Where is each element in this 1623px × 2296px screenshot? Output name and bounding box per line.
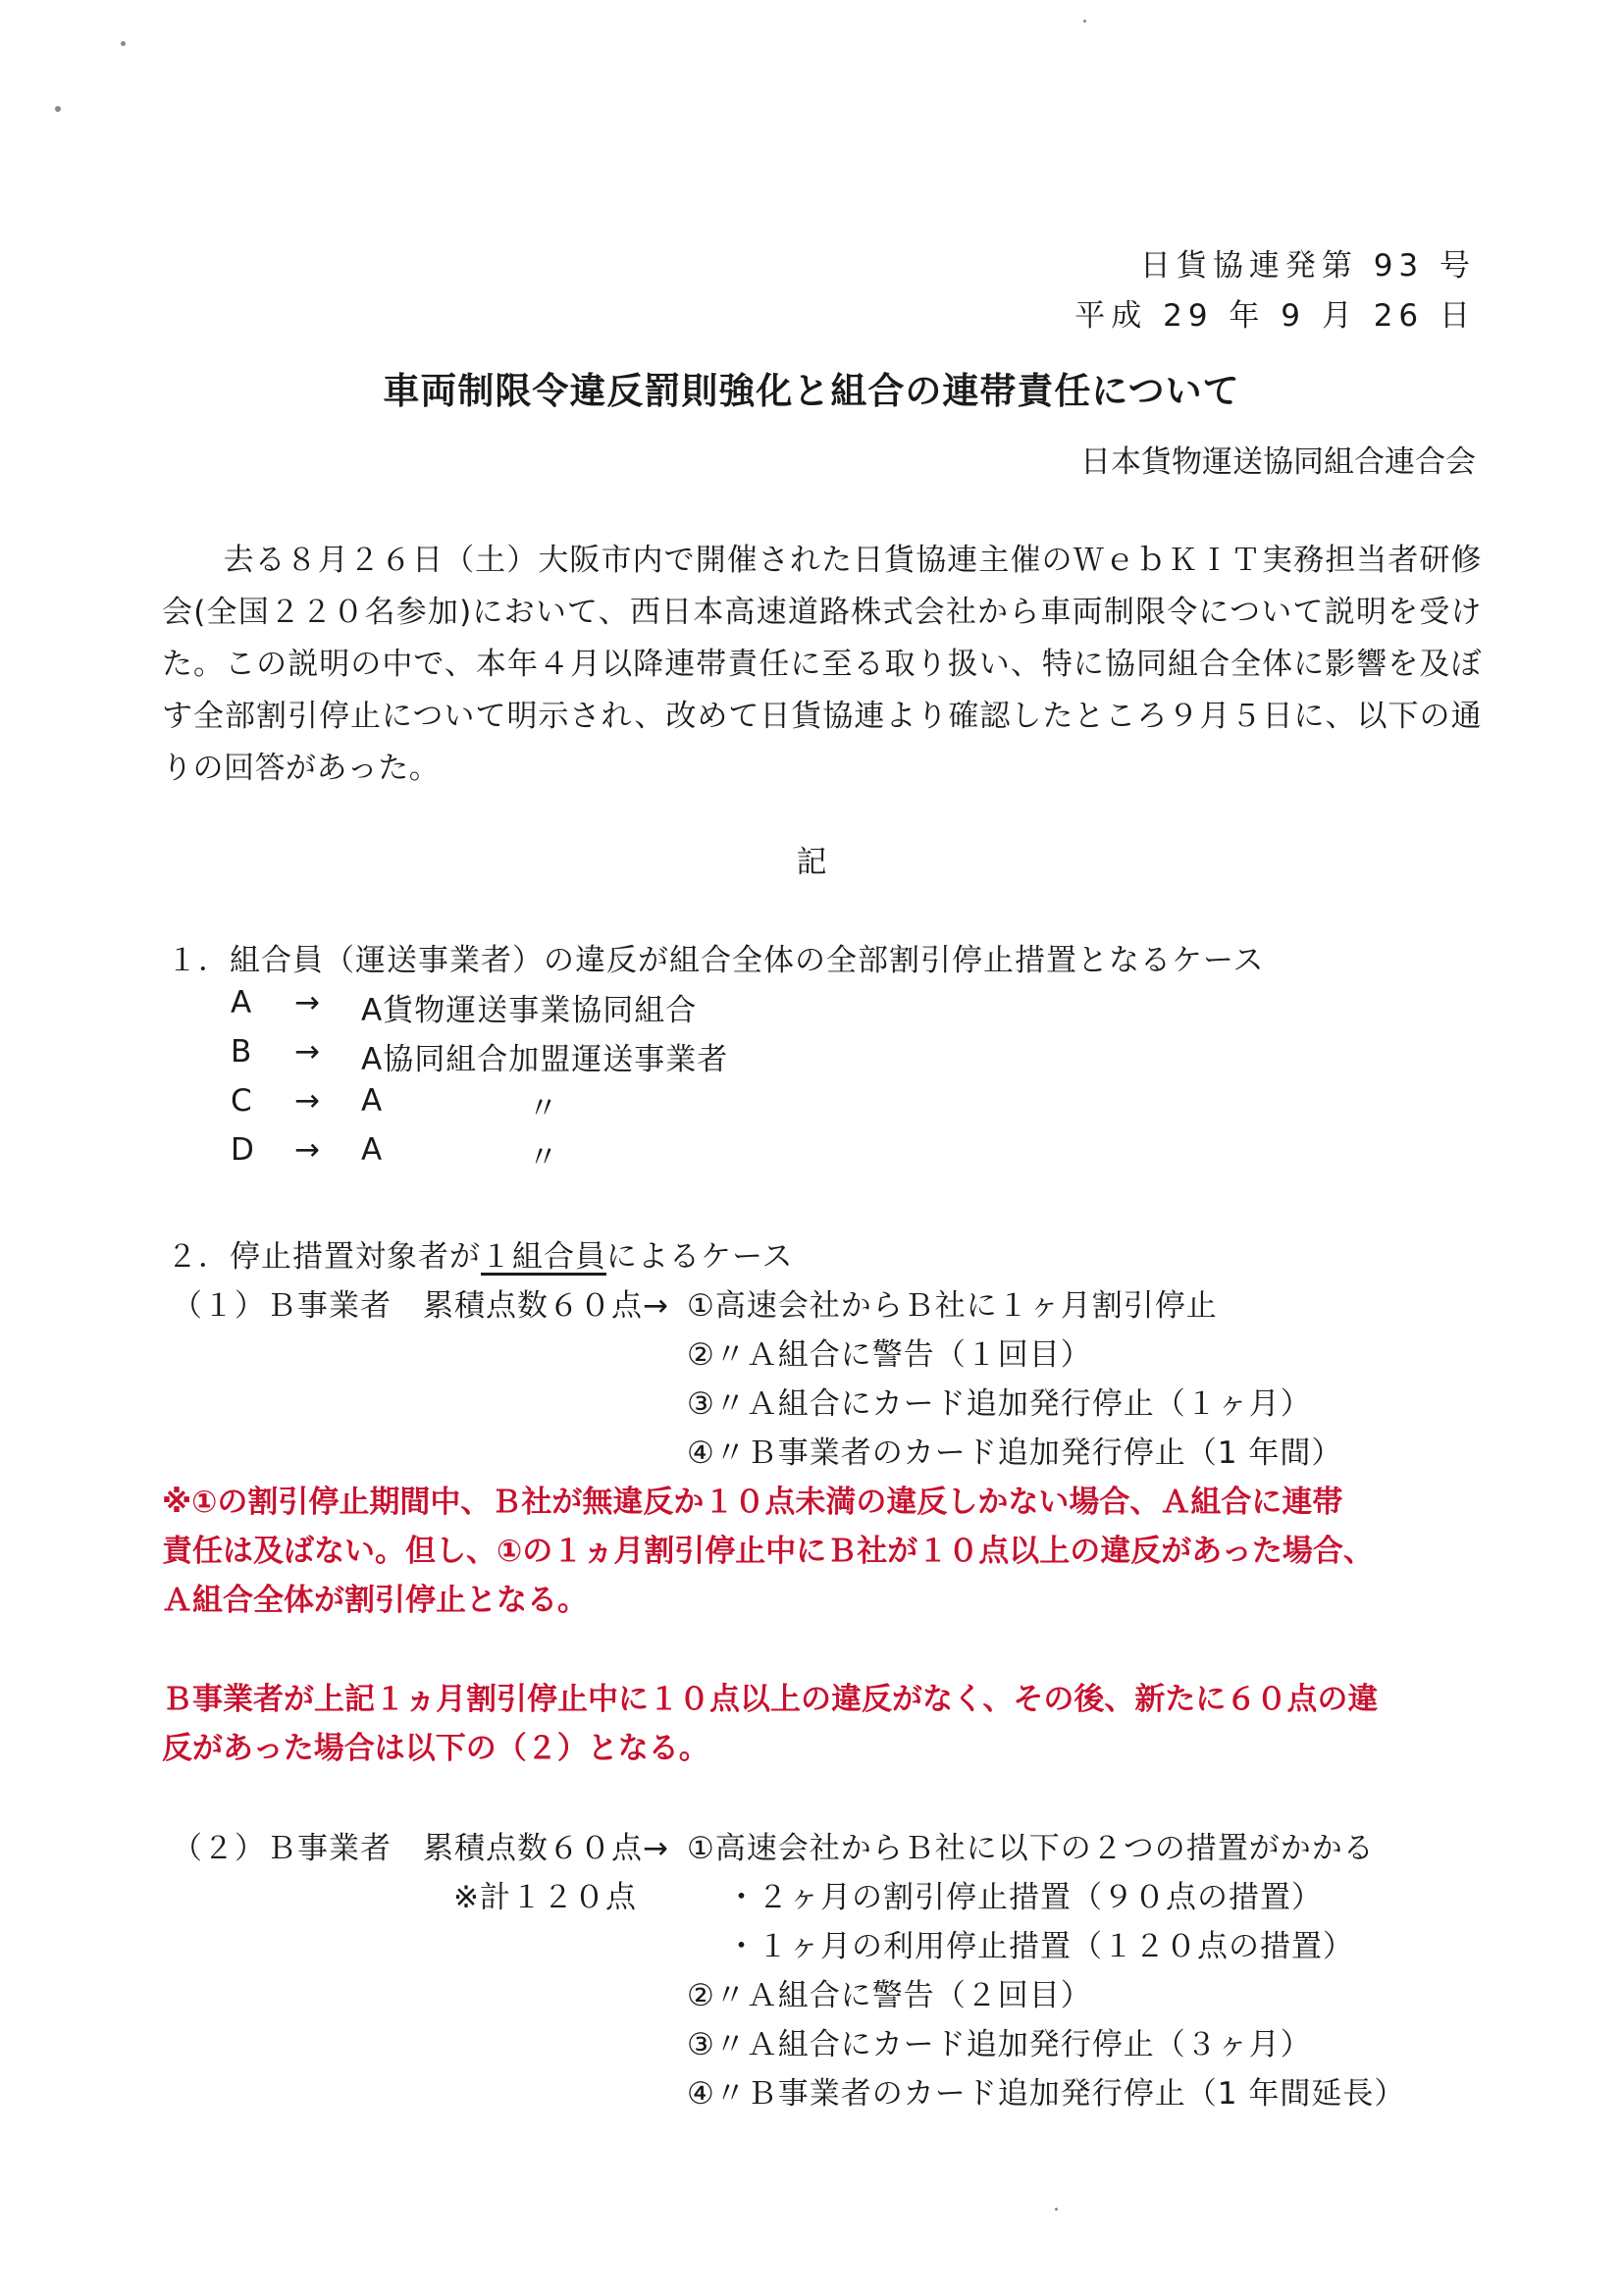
case2-sub-measure: ・１ヶ月の利用停止措置（１２０点の措置） [726, 1929, 1354, 1964]
case2-total: ※計１２０点 [453, 1880, 637, 1915]
heading-prefix: ２．停止措置対象者が [167, 1239, 481, 1275]
document-title: 車両制限令違反罰則強化と組合の連帯責任について [383, 370, 1240, 412]
ditto-mark: 〃 [528, 1140, 559, 1175]
row-target: A貨物運送事業協同組合 [361, 993, 698, 1028]
case1-measure: ④〃Ｂ事業者のカード追加発行停止（1 年間） [687, 1435, 1343, 1471]
scan-speck [121, 41, 126, 46]
case2-label: （２）Ｂ事業者 累積点数６０点→ [172, 1831, 669, 1866]
case1-label: （１）Ｂ事業者 累積点数６０点→ [172, 1288, 669, 1324]
row-target: A [361, 1083, 384, 1119]
issuing-organization: 日本貨物運送協同組合連合会 [1080, 444, 1476, 480]
section1-heading: １．組合員（運送事業者）の違反が組合全体の全部割引停止措置となるケース [167, 943, 1265, 978]
case2-measure: ②〃Ａ組合に警告（２回目） [687, 1978, 1092, 2013]
heading-underlined: １組合員 [481, 1239, 606, 1275]
case1-measure: ②〃Ａ組合に警告（１回目） [687, 1337, 1092, 1373]
note1-line: 責任は及ばない。但し、①の１ヵ月割引停止中にＢ社が１０点以上の違反があった場合、 [162, 1534, 1374, 1569]
note1-line: ※①の割引停止期間中、Ｂ社が無違反か１０点未満の違反しかない場合、Ａ組合に連帯 [162, 1485, 1343, 1520]
note1-line: Ａ組合全体が割引停止となる。 [162, 1583, 588, 1618]
scan-speck [55, 106, 61, 112]
scan-speck [1083, 20, 1086, 23]
row-arrow: → [294, 1083, 321, 1119]
note2-line: 反があった場合は以下の（２）となる。 [162, 1731, 709, 1766]
note2-line: Ｂ事業者が上記１ヵ月割引停止中に１０点以上の違反がなく、その後、新たに６０点の違 [162, 1682, 1379, 1717]
row-arrow: → [294, 1034, 321, 1070]
case1-measure: ③〃Ａ組合にカード追加発行停止（１ヶ月） [687, 1386, 1312, 1422]
ki-marker: 記 [796, 845, 827, 880]
row-arrow: → [294, 985, 321, 1020]
intro-paragraph [162, 535, 1482, 795]
row-target: A [361, 1132, 384, 1168]
section2-heading [167, 1231, 793, 1276]
row-arrow: → [294, 1132, 321, 1168]
ditto-mark: 〃 [528, 1091, 559, 1126]
document-date: 平成 29 年 9 月 26 日 [1074, 298, 1476, 334]
case1-measure: ①高速会社からＢ社に１ヶ月割引停止 [687, 1288, 1218, 1324]
row-letter: C [231, 1083, 253, 1119]
row-letter: D [231, 1132, 255, 1168]
intro-text: 去る８月２６日（土）大阪市内で開催された日貨協連主催のＷｅｂＫＩＴ実務担当者研修会(全国２２０名参加)において、西日本高速道路株式会社から車両制限令について説明を受けた。この説明の中で、本年４月以降連帯責任に至る取り扱い、特に協同組合全体に影響を及ぼす全部割引停止について明示され、改めて日貨協連より確認したところ９月５日に、以下の通りの回答があった。 [162, 543, 1482, 786]
document-number: 日貨協連発第 93 号 [1139, 248, 1476, 284]
row-letter: A [231, 985, 253, 1020]
case2-measure: ①高速会社からＢ社に以下の２つの措置がかかる [687, 1831, 1375, 1866]
row-target: A協同組合加盟運送事業者 [361, 1042, 729, 1077]
heading-suffix: によるケース [606, 1239, 794, 1275]
case2-sub-measure: ・２ヶ月の割引停止措置（９０点の措置） [726, 1880, 1323, 1915]
case2-measure: ④〃Ｂ事業者のカード追加発行停止（1 年間延長） [687, 2076, 1406, 2112]
row-letter: B [231, 1034, 253, 1070]
scan-speck [1055, 2208, 1058, 2211]
case2-measure: ③〃Ａ組合にカード追加発行停止（３ヶ月） [687, 2027, 1312, 2062]
